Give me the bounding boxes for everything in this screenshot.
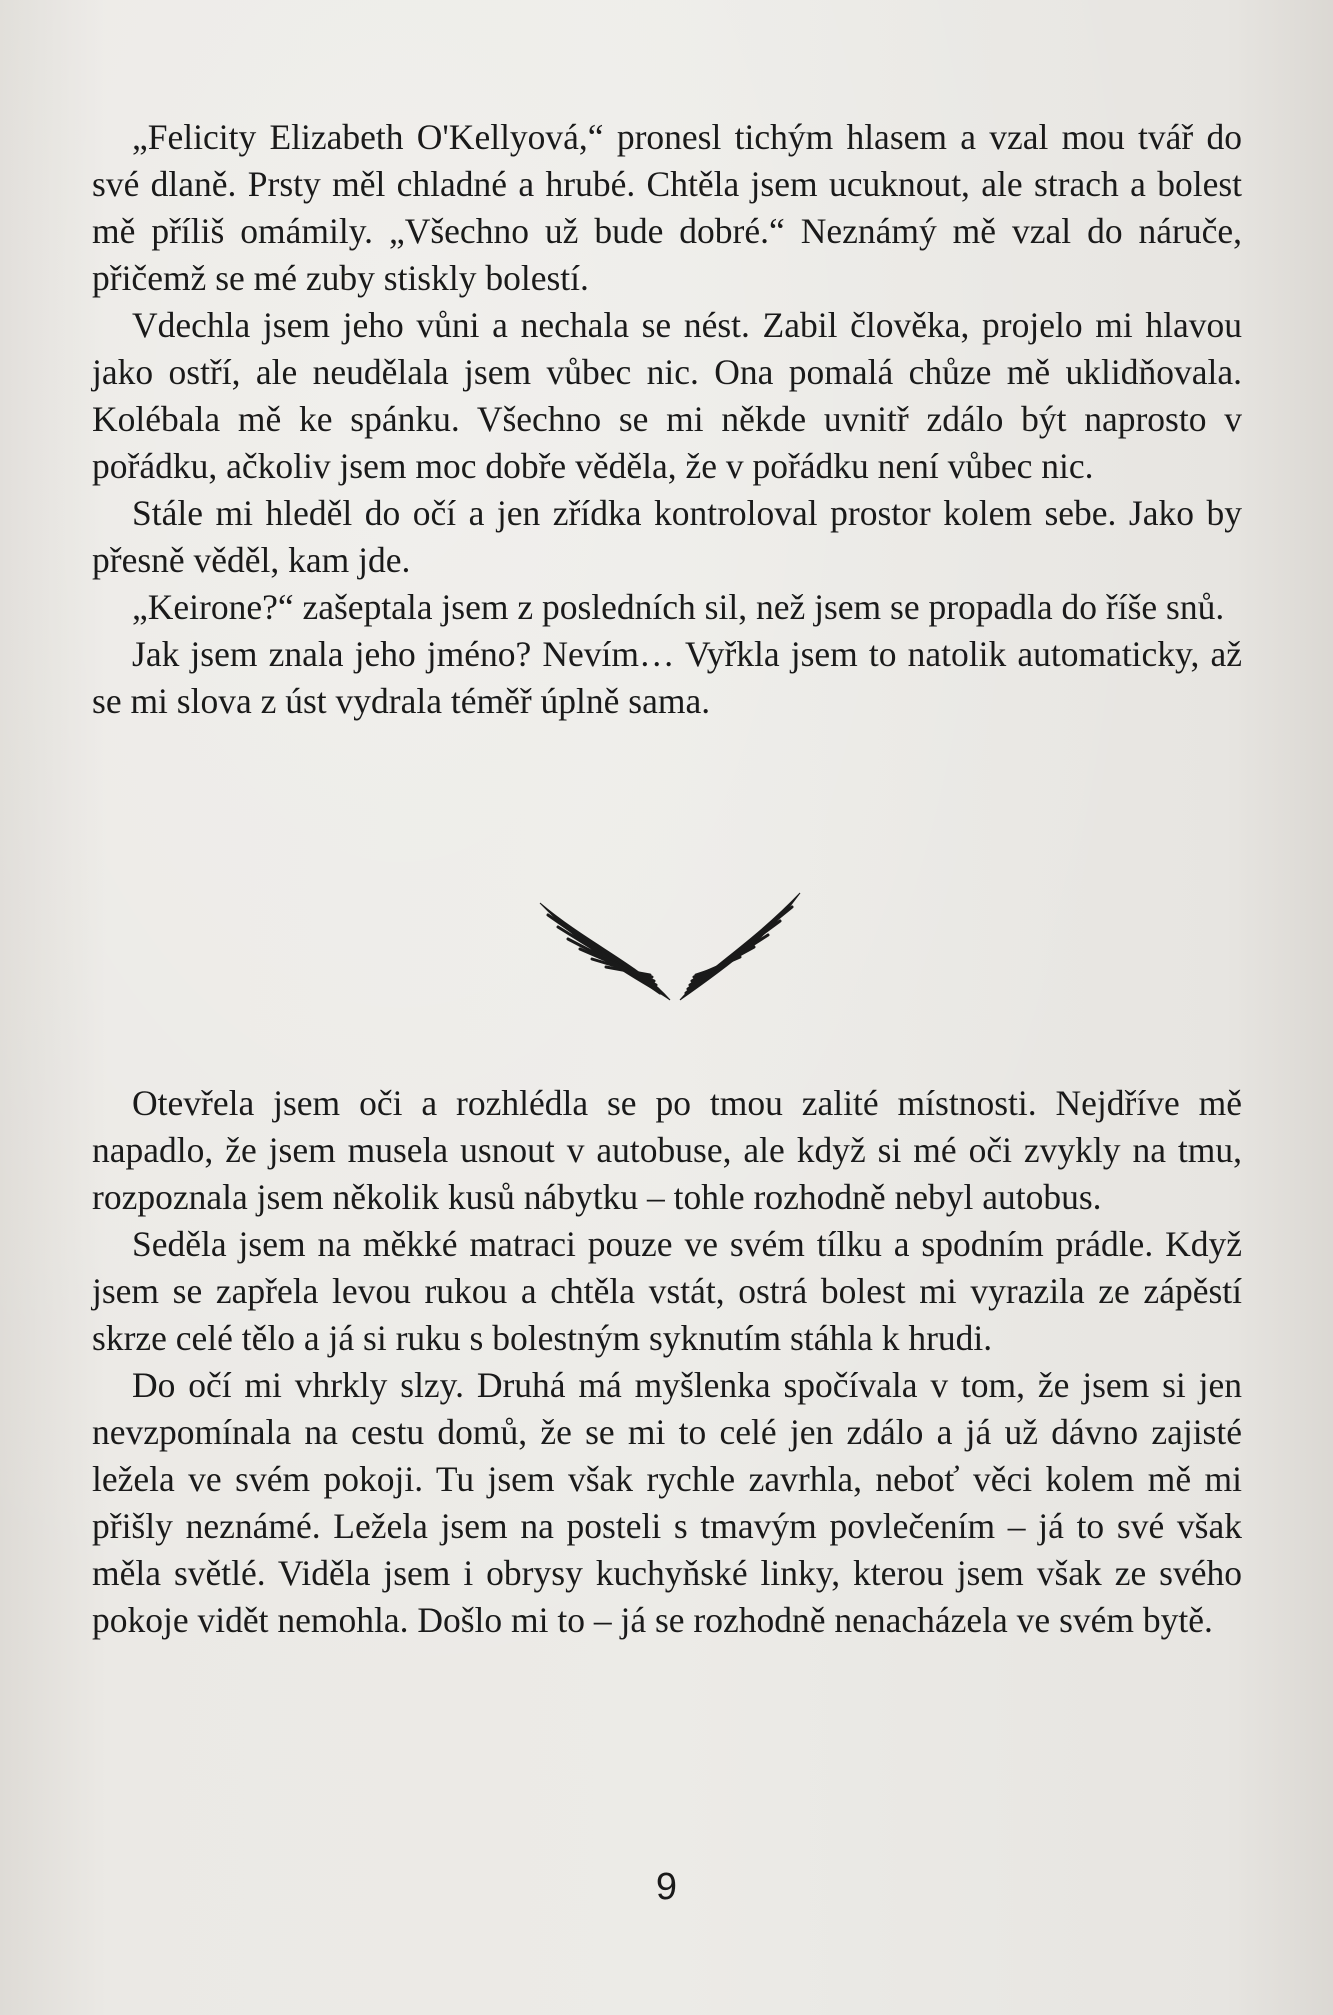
paragraph: „Felicity Elizabeth O'Kellyová,“ pronesl tichým hlasem a vzal mou tvář do své dlaně. Prsty měl chladné a hrubé. Chtěla jsem ucuknout, ale strach a bolest mě příliš omámily. „Všechno už bude dobré.“ Neznámý mě vzal do náruče, přičemž se mé zuby stiskly bolestí. [92,117,1242,298]
paragraph: Otevřela jsem oči a rozhlédla se po tmou zalité místnosti. Nejdříve mě napadlo, že jsem musela usnout v autobuse, ale když si mé oči zvykly na tmu, rozpoznala jsem několik kusů nábytku – tohle rozhodně nebyl autobus. [92,1083,1242,1217]
paragraph: Stále mi hleděl do očí a jen zřídka kontroloval prostor kolem sebe. Jako by přesně věděl, kam jde. [92,493,1242,580]
paragraph: „Keirone?“ zašeptala jsem z posledních sil, než jsem se propadla do říše snů. [132,587,1225,627]
text-block-top [92,114,1242,725]
angel-wings-icon [530,885,810,1005]
paragraph: Vdechla jsem jeho vůni a nechala se nést. Zabil člověka, projelo mi hlavou jako ostří, ale neudělala jsem vůbec nic. Ona pomalá chůze mě uklidňovala. Kolébala mě ke spánku. Všechno se mi někde uvnitř zdálo být naprosto v pořádku, ačkoliv jsem moc dobře věděla, že v pořádku není vůbec nic. [92,305,1242,486]
page-number: 9 [655,1866,678,1908]
paragraph: Jak jsem znala jeho jméno? Nevím… Vyřkla jsem to natolik automaticky, až se mi slova z úst vydrala téměř úplně sama. [92,634,1242,721]
paragraph: Do očí mi vhrkly slzy. Druhá má myšlenka spočívala v tom, že jsem si jen nevzpomínala na cestu domů, že se mi to celé jen zdálo a já už dávno zajisté ležela ve svém pokoji. Tu jsem však rychle zavrhla, neboť věci kolem mě mi přišly neznámé. Ležela jsem na posteli s tmavým povlečením – já to své však měla světlé. Viděla jsem i obrysy kuchyňské linky, kterou jsem však ze svého pokoje vidět nemohla. Došlo mi to – já se rozhodně nenacházela ve svém bytě. [92,1365,1242,1640]
text-block-bottom [92,1080,1242,1644]
paragraph: Seděla jsem na měkké matraci pouze ve svém tílku a spodním prádle. Když jsem se zapřela levou rukou a chtěla vstát, ostrá bolest mi vyrazila ze zápěstí skrze celé tělo a já si ruku s bolestným syknutím stáhla k hrudi. [92,1224,1242,1358]
